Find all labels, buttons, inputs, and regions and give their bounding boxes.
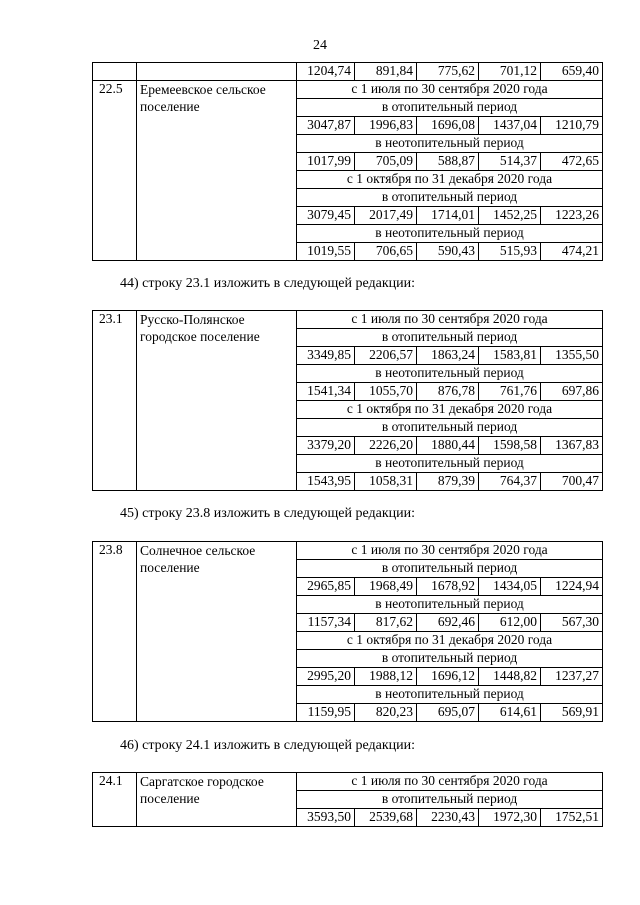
period-header: с 1 июля по 30 сентября 2020 года — [297, 542, 603, 560]
amendment-paragraph: 46) строку 24.1 изложить в следующей редакции: — [120, 738, 416, 753]
table-row — [93, 63, 603, 81]
row-code: 23.8 — [93, 542, 137, 722]
value-cell: 2230,43 — [417, 809, 479, 827]
row-code: 22.5 — [93, 81, 137, 261]
value-cell: 2226,20 — [355, 437, 417, 455]
value-cell: 1714,01 — [417, 207, 479, 225]
value-cell: 1437,04 — [479, 117, 541, 135]
value-cell: 1367,83 — [541, 437, 603, 455]
season-label: в отопительный период — [297, 99, 603, 117]
season-label: в отопительный период — [297, 560, 603, 578]
value-cell: 590,43 — [417, 243, 479, 261]
table-23-1 — [92, 310, 603, 491]
value-cell: 1058,31 — [355, 473, 417, 491]
settlement-name: Еремеевское сельское поселение — [137, 81, 297, 261]
value-cell: 3349,85 — [297, 347, 355, 365]
amendment-paragraph: 44) строку 23.1 изложить в следующей редакции: — [120, 276, 416, 291]
value-cell: 697,86 — [541, 383, 603, 401]
value-cell: 2539,68 — [355, 809, 417, 827]
value-cell: 472,65 — [541, 153, 603, 171]
amendment-paragraph: 45) строку 23.8 изложить в следующей редакции: — [120, 506, 416, 521]
settlement-name: Солнечное сельское поселение — [137, 542, 297, 722]
row-code: 23.1 — [93, 311, 137, 491]
value-cell: 1223,26 — [541, 207, 603, 225]
table-row — [93, 773, 603, 791]
value-cell: 1452,25 — [479, 207, 541, 225]
settlement-name: Русско-Полянское городское поселение — [137, 311, 297, 491]
season-label: в неотопительный период — [297, 365, 603, 383]
value-cell: 614,61 — [479, 704, 541, 722]
value-cell: 567,30 — [541, 614, 603, 632]
value-cell: 879,39 — [417, 473, 479, 491]
value-cell: 1055,70 — [355, 383, 417, 401]
period-header: с 1 октября по 31 декабря 2020 года — [297, 632, 603, 650]
value-cell: 695,07 — [417, 704, 479, 722]
value-cell: 1157,34 — [297, 614, 355, 632]
value-cell: 1543,95 — [297, 473, 355, 491]
value-cell: 817,62 — [355, 614, 417, 632]
value-cell: 514,37 — [479, 153, 541, 171]
value-cell: 1988,12 — [355, 668, 417, 686]
value-cell: 1863,24 — [417, 347, 479, 365]
value-cell: 1996,83 — [355, 117, 417, 135]
value-cell: 1968,49 — [355, 578, 417, 596]
value-cell: 2965,85 — [297, 578, 355, 596]
value-cell: 1972,30 — [479, 809, 541, 827]
value-cell: 1434,05 — [479, 578, 541, 596]
value-cell: 891,84 — [355, 63, 417, 81]
table-row — [93, 542, 603, 560]
value-cell: 1678,92 — [417, 578, 479, 596]
value-cell: 1598,58 — [479, 437, 541, 455]
settlement-name: Саргатское городское поселение — [137, 773, 297, 827]
season-label: в неотопительный период — [297, 455, 603, 473]
value-cell: 1237,27 — [541, 668, 603, 686]
value-cell: 705,09 — [355, 153, 417, 171]
value-cell: 515,93 — [479, 243, 541, 261]
value-cell: 761,76 — [479, 383, 541, 401]
table-row — [93, 311, 603, 329]
page-number: 24 — [313, 38, 327, 53]
table-row — [93, 81, 603, 99]
season-label: в отопительный период — [297, 650, 603, 668]
value-cell: 1583,81 — [479, 347, 541, 365]
value-cell: 3047,87 — [297, 117, 355, 135]
value-cell: 701,12 — [479, 63, 541, 81]
value-cell: 569,91 — [541, 704, 603, 722]
value-cell: 2995,20 — [297, 668, 355, 686]
season-label: в отопительный период — [297, 189, 603, 207]
period-header: с 1 июля по 30 сентября 2020 года — [297, 81, 603, 99]
value-cell: 2206,57 — [355, 347, 417, 365]
season-label: в отопительный период — [297, 791, 603, 809]
value-cell: 1355,50 — [541, 347, 603, 365]
value-cell: 1204,74 — [297, 63, 355, 81]
value-cell: 876,78 — [417, 383, 479, 401]
value-cell: 820,23 — [355, 704, 417, 722]
period-header: с 1 июля по 30 сентября 2020 года — [297, 311, 603, 329]
value-cell: 588,87 — [417, 153, 479, 171]
value-cell: 764,37 — [479, 473, 541, 491]
period-header: с 1 октября по 31 декабря 2020 года — [297, 401, 603, 419]
value-cell: 1696,08 — [417, 117, 479, 135]
value-cell: 612,00 — [479, 614, 541, 632]
season-label: в отопительный период — [297, 419, 603, 437]
value-cell: 3593,50 — [297, 809, 355, 827]
season-label: в неотопительный период — [297, 225, 603, 243]
value-cell: 3079,45 — [297, 207, 355, 225]
value-cell: 775,62 — [417, 63, 479, 81]
table-22-5 — [92, 62, 603, 261]
value-cell: 1880,44 — [417, 437, 479, 455]
value-cell: 1448,82 — [479, 668, 541, 686]
value-cell: 1224,94 — [541, 578, 603, 596]
value-cell: 1541,34 — [297, 383, 355, 401]
row-code: 24.1 — [93, 773, 137, 827]
value-cell: 474,21 — [541, 243, 603, 261]
value-cell: 1696,12 — [417, 668, 479, 686]
season-label: в неотопительный период — [297, 596, 603, 614]
value-cell: 700,47 — [541, 473, 603, 491]
value-cell: 1752,51 — [541, 809, 603, 827]
value-cell: 3379,20 — [297, 437, 355, 455]
season-label: в неотопительный период — [297, 135, 603, 153]
season-label: в отопительный период — [297, 329, 603, 347]
value-cell: 1210,79 — [541, 117, 603, 135]
value-cell: 1019,55 — [297, 243, 355, 261]
value-cell: 706,65 — [355, 243, 417, 261]
value-cell: 659,40 — [541, 63, 603, 81]
value-cell: 2017,49 — [355, 207, 417, 225]
table-23-8 — [92, 541, 603, 722]
period-header: с 1 июля по 30 сентября 2020 года — [297, 773, 603, 791]
table-24-1 — [92, 772, 603, 827]
value-cell: 692,46 — [417, 614, 479, 632]
value-cell: 1017,99 — [297, 153, 355, 171]
value-cell: 1159,95 — [297, 704, 355, 722]
season-label: в неотопительный период — [297, 686, 603, 704]
period-header: с 1 октября по 31 декабря 2020 года — [297, 171, 603, 189]
